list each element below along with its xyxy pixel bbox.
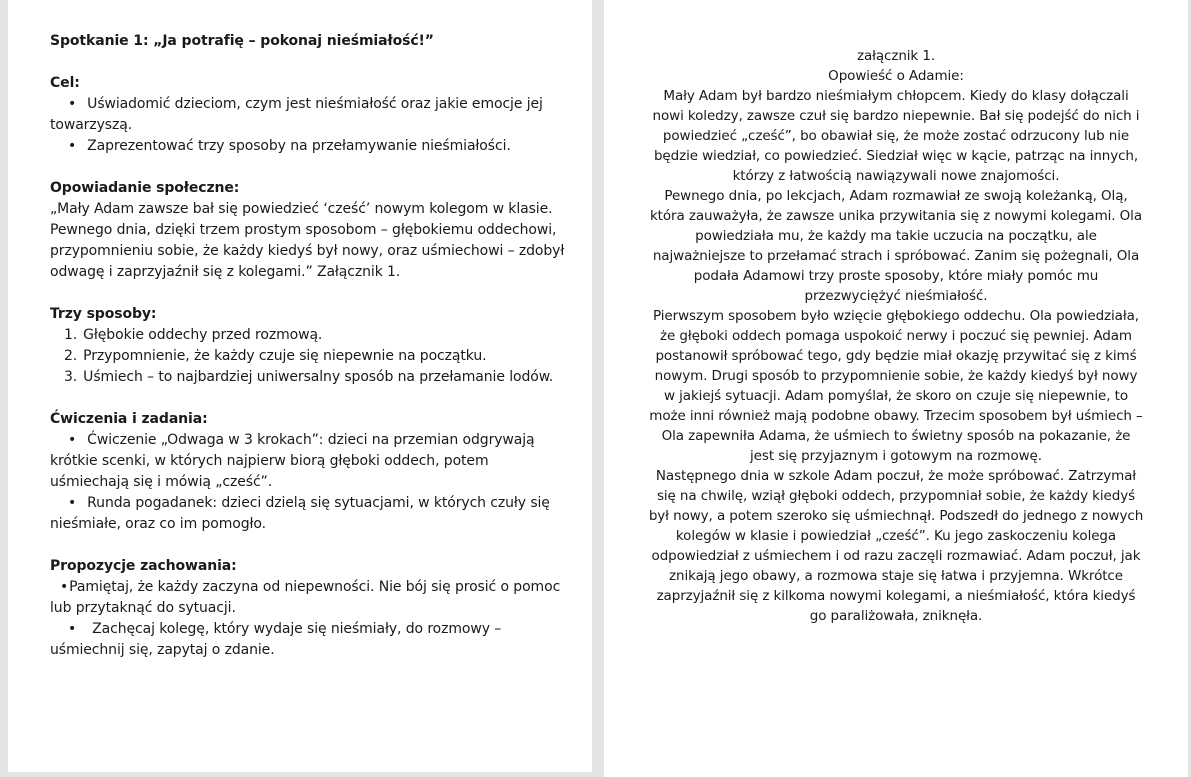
bullet-icon	[60, 579, 69, 595]
numbered-item-text: Przypomnienie, że każdy czuje się niepewnie na początku.	[83, 348, 487, 364]
section-trzy-sposoby	[50, 304, 566, 388]
section-heading-trzy-sposoby: Trzy sposoby:	[50, 306, 157, 322]
bullet-icon	[68, 621, 92, 637]
list-item-text: Ćwiczenie „Odwaga w 3 krokach”: dzieci na przemian odgrywają krótkie scenki, w których najpierw biorą głęboki oddech, potem uśmiechają się i mówią „cześć”.	[50, 432, 535, 490]
section-heading-cwiczenia: Ćwiczenia i zadania:	[50, 411, 208, 427]
numbered-item-text: Uśmiech – to najbardziej uniwersalny sposób na przełamanie lodów.	[83, 369, 554, 385]
bullet-icon	[68, 432, 87, 448]
list-item	[50, 493, 566, 535]
list-item	[50, 577, 566, 619]
bullet-icon	[68, 495, 87, 511]
attachment-label: załącznik 1.	[856, 48, 936, 64]
number-label: 3.	[64, 369, 78, 385]
section-heading-opowiadanie: Opowiadanie społeczne:	[50, 180, 240, 196]
meeting-title: Spotkanie 1: „Ja potrafię – pokonaj nieśmiałość!”	[50, 33, 434, 49]
section-opowiadanie	[50, 178, 566, 283]
section-cel	[50, 73, 566, 157]
section-propozycje	[50, 556, 566, 661]
story-title: Opowieść o Adamie:	[828, 68, 964, 84]
list-item-text: Uświadomić dzieciom, czym jest nieśmiałość oraz jakie emocje jej towarzyszą.	[50, 96, 543, 133]
numbered-item-text: Głębokie oddechy przed rozmową.	[83, 327, 323, 343]
social-story-paragraph: „Mały Adam zawsze bał się powiedzieć ‘cześć’ nowym kolegom w klasie. Pewnego dnia, dzięki trzem prostym sposobom – głębokiemu oddechowi, przypomnieniu sobie, że każdy kiedyś był nowy, oraz uśmiechowi – zdobył odwagę i zaprzyjaźnił się z kolegami.” Załącznik 1.	[50, 201, 565, 280]
list-item-text: Zaprezentować trzy sposoby na przełamywanie nieśmiałości.	[87, 138, 511, 154]
document-page-left[interactable]	[8, 0, 592, 772]
list-item-text: Runda pogadanek: dzieci dzielą się sytuacjami, w których czuły się nieśmiałe, oraz co im pomogło.	[50, 495, 550, 532]
section-cwiczenia	[50, 409, 566, 535]
numbered-item	[50, 325, 566, 346]
numbered-item	[50, 346, 566, 367]
section-heading-cel: Cel:	[50, 75, 80, 91]
story-paragraph: Pewnego dnia, po lekcjach, Adam rozmawiał ze swoją koleżanką, Olą, która zauważyła, że zawsze unika przywitania się z nowymi kolegami. Ola powiedziała mu, że każdy ma takie uczucia na początku, ale najważniejsze to przełamać strach i spróbować. Zanim się pożegnali, Ola podała Adamowi trzy proste sposoby, które miały pomóc mu przezwyciężyć nieśmiałość.	[649, 188, 1143, 304]
story-paragraph: Następnego dnia w szkole Adam poczuł, że może spróbować. Zatrzymał się na chwilę, wziął głęboki oddech, przypomniał sobie, że każdy kiedyś był nowy, a potem szeroko się uśmiechnął. Podszedł do jednego z nowych kolegów w klasie i powiedział „cześć”. Ku jego zaskoczeniu kolega odpowiedział z uśmiechem i od razu zaczęli rozmawiać. Adam poczuł, jak znikają jego obawy, a rozmowa staje się łatwa i przyjemna. Wkrótce zaprzyjaźnił się z kilkoma nowymi kolegami, a nieśmiałość, która kiedyś go paraliżowała, zniknęła.	[648, 468, 1144, 624]
story-paragraph: Mały Adam był bardzo nieśmiałym chłopcem. Kiedy do klasy dołączali nowi koledzy, zawsze czuł się bardzo niepewnie. Bał się podejść do nich i powiedzieć „cześć”, bo obawiał się, że może zostać odrzucony lub nie będzie wiedział, co powiedzieć. Siedział więc w kącie, patrząc na innych, którzy z łatwością nawiązywali nowe znajomości.	[652, 88, 1140, 184]
list-item	[50, 619, 566, 661]
bullet-icon	[68, 138, 87, 154]
number-label: 1.	[64, 327, 78, 343]
document-page-right[interactable]	[604, 0, 1188, 777]
section-heading-propozycje: Propozycje zachowania:	[50, 558, 237, 574]
bullet-icon	[68, 96, 87, 112]
numbered-item	[50, 367, 566, 388]
list-item-text: Pamiętaj, że każdy zaczyna od niepewności. Nie bój się prosić o pomoc lub przytaknąć do sytuacji.	[50, 579, 561, 616]
list-item-text: Zachęcaj kolegę, który wydaje się nieśmiały, do rozmowy – uśmiechnij się, zapytaj o zdanie.	[50, 621, 502, 658]
list-item	[50, 94, 566, 136]
list-item	[50, 136, 566, 157]
story-paragraph: Pierwszym sposobem było wzięcie głębokiego oddechu. Ola powiedziała, że głęboki oddech pomaga uspokoić nerwy i poczuć się pewniej. Adam postanowił spróbować tego, gdy będzie miał okazję przywitać się z kimś nowym. Drugi sposób to przypomnienie sobie, że każdy kiedyś był nowy w jakiejś sytuacji. Adam pomyślał, że skoro on czuje się niepewnie, to może inni również mają podobne obawy. Trzecim sposobem był uśmiech – Ola zapewniła Adama, że uśmiech to świetny sposób na pokazanie, że jest się przyjaznym i gotowym na rozmowę.	[649, 308, 1143, 464]
number-label: 2.	[64, 348, 78, 364]
list-item	[50, 430, 566, 493]
